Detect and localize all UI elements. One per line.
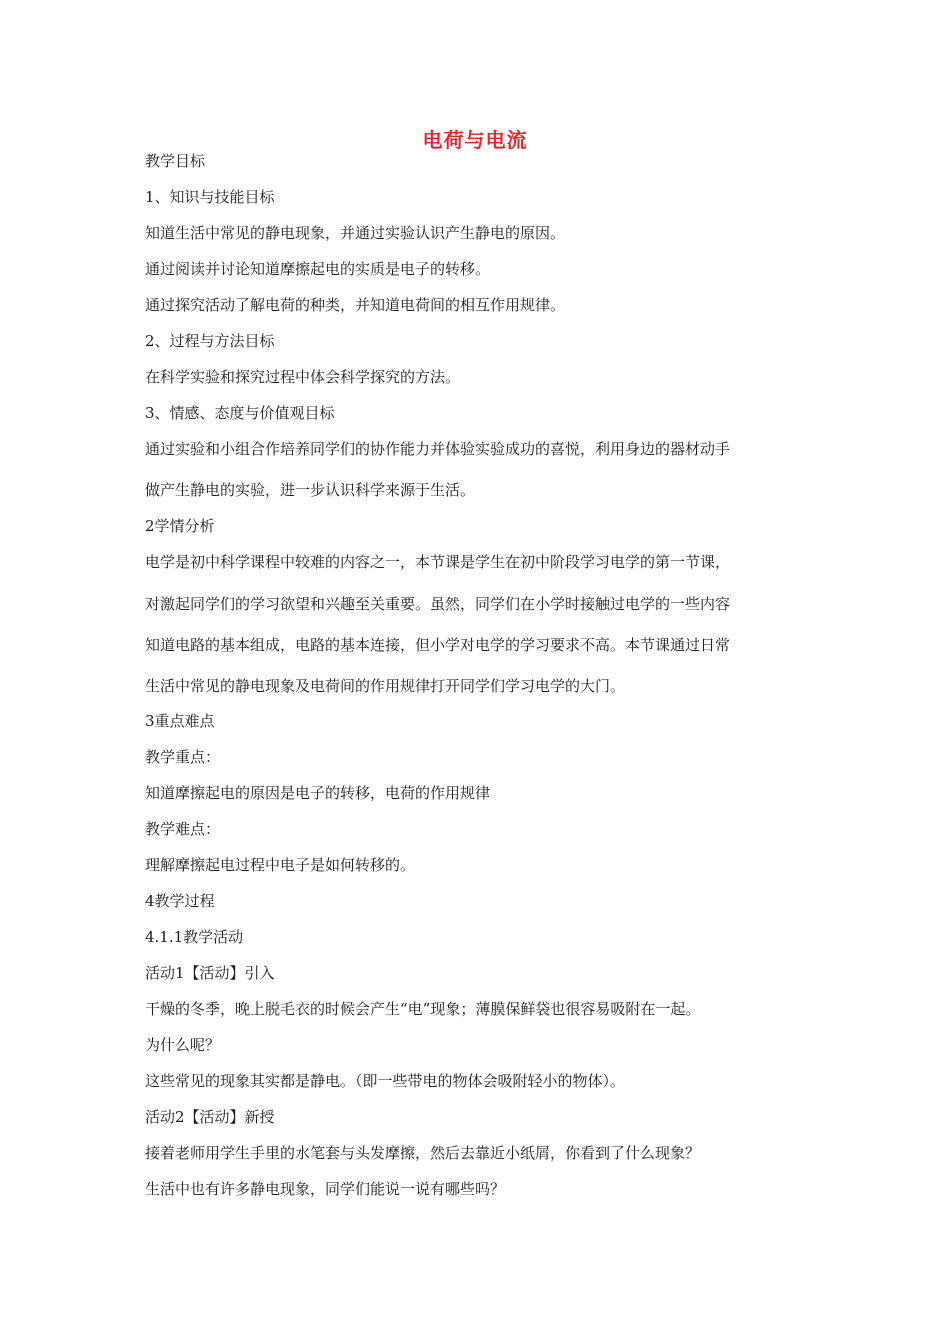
text-line: 生活中常见的静电现象及电荷间的作用规律打开同学们学习电学的大门。 xyxy=(145,677,626,695)
text-line: 知道电路的基本组成，电路的基本连接，但小学对电学的学习要求不高。本节课通过日常 xyxy=(145,636,731,654)
text-line: 接着老师用学生手里的水笔套与头发摩擦，然后去靠近小纸屑，你看到了什么现象？ xyxy=(145,1144,701,1162)
text-line: 教学重点： xyxy=(145,748,221,766)
text-line: 通过探究活动了解电荷的种类，并知道电荷间的相互作用规律。 xyxy=(145,296,566,314)
text-line: 4教学过程 xyxy=(145,892,215,910)
text-line: 电学是初中科学课程中较难的内容之一，本节课是学生在初中阶段学习电学的第一节课， xyxy=(145,553,731,571)
text-line: 干燥的冬季，晚上脱毛衣的时候会产生“电”现象；薄膜保鲜袋也很容易吸附在一起。 xyxy=(145,1000,701,1018)
text-line: 知道生活中常见的静电现象，并通过实验认识产生静电的原因。 xyxy=(145,224,566,242)
text-line: 通过阅读并讨论知道摩擦起电的实质是电子的转移。 xyxy=(145,260,491,278)
text-line: 教学目标 xyxy=(145,152,206,170)
text-line: 做产生静电的实验，进一步认识科学来源于生活。 xyxy=(145,481,476,499)
text-line: 通过实验和小组合作培养同学们的协作能力并体验实验成功的喜悦，利用身边的器材动手 xyxy=(145,440,731,458)
text-line: 对激起同学们的学习欲望和兴趣至关重要。虽然，同学们在小学时接触过电学的一些内容 xyxy=(145,595,731,613)
text-line: 1、知识与技能目标 xyxy=(145,188,275,206)
text-line: 2学情分析 xyxy=(145,517,215,535)
text-line: 2、过程与方法目标 xyxy=(145,332,275,350)
text-line: 3重点难点 xyxy=(145,712,215,730)
text-line: 教学难点： xyxy=(145,820,221,838)
text-line: 在科学实验和探究过程中体会科学探究的方法。 xyxy=(145,368,461,386)
text-line: 知道摩擦起电的原因是电子的转移，电荷的作用规律 xyxy=(145,784,491,802)
text-line: 为什么呢？ xyxy=(145,1036,221,1054)
document-title: 电荷与电流 xyxy=(422,128,528,152)
text-line: 理解摩擦起电过程中电子是如何转移的。 xyxy=(145,856,416,874)
text-line: 这些常见的现象其实都是静电。（即一些带电的物体会吸附轻小的物体）。 xyxy=(145,1072,626,1090)
text-line: 活动1【活动】引入 xyxy=(145,964,275,982)
text-line: 活动2【活动】新授 xyxy=(145,1108,275,1126)
text-line: 4.1.1教学活动 xyxy=(145,928,244,946)
text-line: 3、情感、态度与价值观目标 xyxy=(145,404,335,422)
text-line: 生活中也有许多静电现象，同学们能说一说有哪些吗？ xyxy=(145,1180,506,1198)
